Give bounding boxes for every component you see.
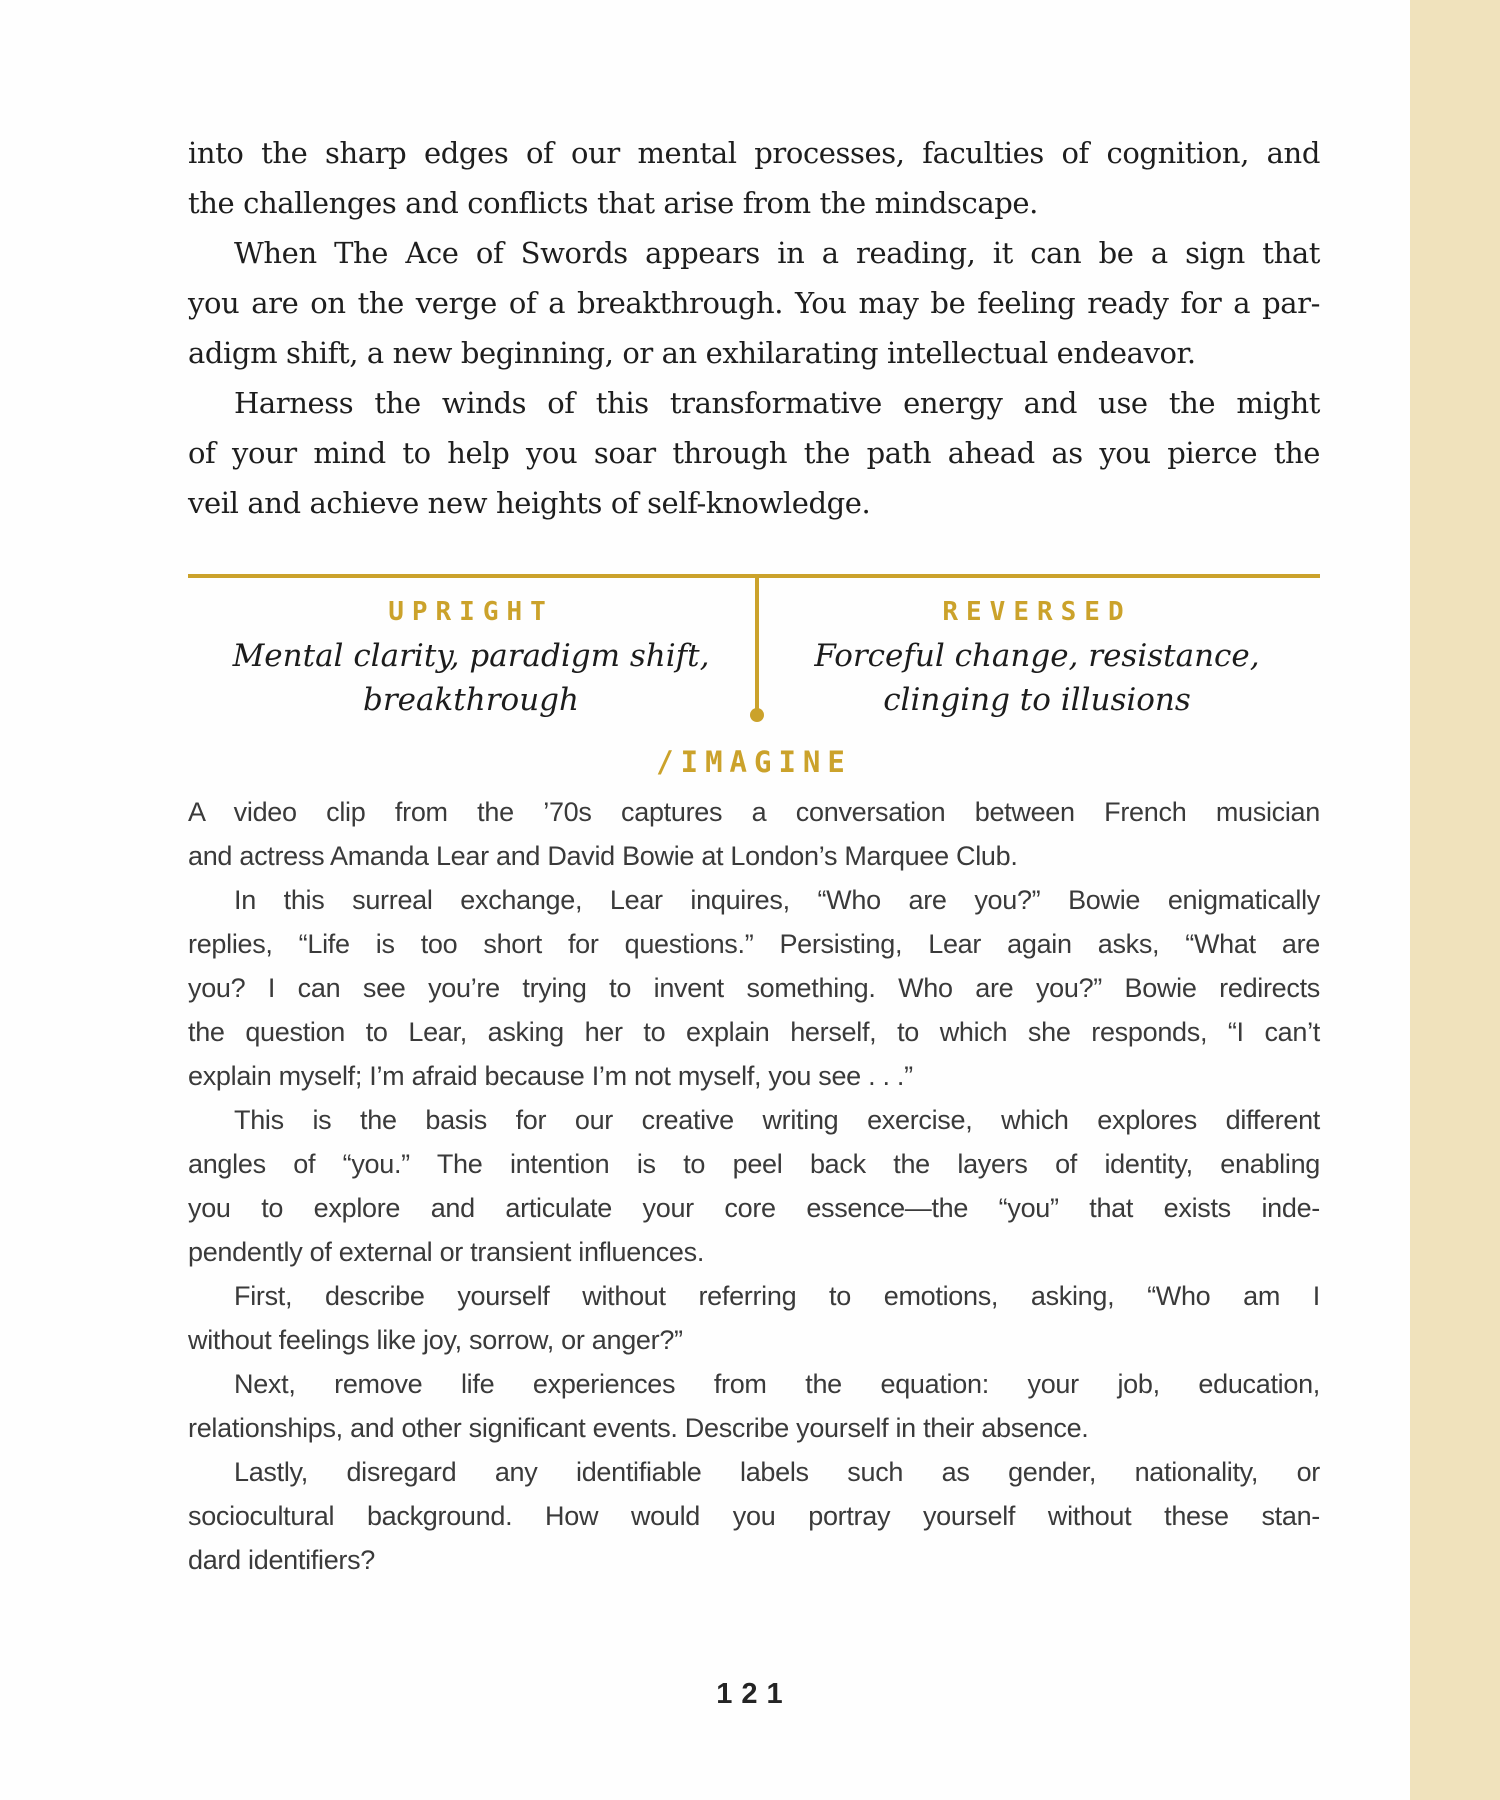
text-line: replies, “Life is too short for questions.” Persisting, Lear again asks, “What are xyxy=(188,929,1320,959)
reversed-column xyxy=(754,596,1320,722)
keyword-line: Mental clarity, paradigm shift, xyxy=(232,638,710,674)
text-line: Harness the winds of this transformative energy and use the might xyxy=(234,386,1320,420)
divider-teardrop-icon xyxy=(750,708,764,722)
imagine-heading: /IMAGINE xyxy=(656,745,852,779)
text-line: into the sharp edges of our mental processes, faculties of cognition, and xyxy=(188,136,1320,170)
keyword-line: Forceful change, resistance, xyxy=(814,638,1260,674)
text-line: Lastly, disregard any identifiable labels such as gender, nationality, or xyxy=(234,1457,1320,1487)
text-line: without feelings like joy, sorrow, or anger?” xyxy=(188,1325,683,1355)
text-line: of your mind to help you soar through the path ahead as you pierce the xyxy=(188,436,1320,470)
text-line: and actress Amanda Lear and David Bowie at London’s Marquee Club. xyxy=(188,841,1018,871)
text-line: you? I can see you’re trying to invent something. Who are you?” Bowie redirects xyxy=(188,973,1320,1003)
text-line: veil and achieve new heights of self-knowledge. xyxy=(188,486,871,520)
text-line: you are on the verge of a breakthrough. You may be feeling ready for a par- xyxy=(188,286,1320,320)
text-line: explain myself; I’m afraid because I’m not myself, you see . . .” xyxy=(188,1061,913,1091)
text-line: In this surreal exchange, Lear inquires, “Who are you?” Bowie enigmatically xyxy=(234,885,1320,915)
text-line: First, describe yourself without referring to emotions, asking, “Who am I xyxy=(234,1281,1320,1311)
text-line: Next, remove life experiences from the equation: your job, education, xyxy=(234,1369,1320,1399)
text-line: This is the basis for our creative writing exercise, which explores different xyxy=(234,1105,1320,1135)
text-line: angles of “you.” The intention is to peel back the layers of identity, enabling xyxy=(188,1149,1320,1179)
reversed-keywords xyxy=(754,634,1320,722)
keyword-line: clinging to illusions xyxy=(883,682,1191,718)
text-line: you to explore and articulate your core essence—the “you” that exists inde- xyxy=(188,1193,1320,1223)
reversed-heading: REVERSED xyxy=(942,597,1132,627)
text-line: dard identifiers? xyxy=(188,1545,376,1575)
page-number: 121 xyxy=(716,1678,792,1710)
imagine-exercise-text xyxy=(188,790,1320,1582)
page-content xyxy=(188,128,1320,1582)
text-line: the question to Lear, asking her to explain herself, to which she responds, “I can’t xyxy=(188,1017,1320,1047)
text-line: adigm shift, a new beginning, or an exhilarating intellectual endeavor. xyxy=(188,336,1196,370)
page-edge-strip xyxy=(1410,0,1500,1800)
keyword-line: breakthrough xyxy=(363,682,579,718)
text-line: When The Ace of Swords appears in a reading, it can be a sign that xyxy=(234,236,1320,270)
meanings-divider-rule xyxy=(755,574,759,712)
text-line: relationships, and other significant events. Describe yourself in their absence. xyxy=(188,1413,1089,1443)
text-line: A video clip from the ’70s captures a conversation between French musician xyxy=(188,797,1320,827)
text-line: sociocultural background. How would you portray yourself without these stan- xyxy=(188,1501,1320,1531)
upright-column xyxy=(188,596,754,722)
text-line: the challenges and conflicts that arise from the mindscape. xyxy=(188,186,1038,220)
card-description-text xyxy=(188,128,1320,528)
upright-keywords xyxy=(188,634,754,722)
text-line: pendently of external or transient influences. xyxy=(188,1237,705,1267)
upright-heading: UPRIGHT xyxy=(388,597,554,627)
meanings-panel xyxy=(188,574,1320,722)
